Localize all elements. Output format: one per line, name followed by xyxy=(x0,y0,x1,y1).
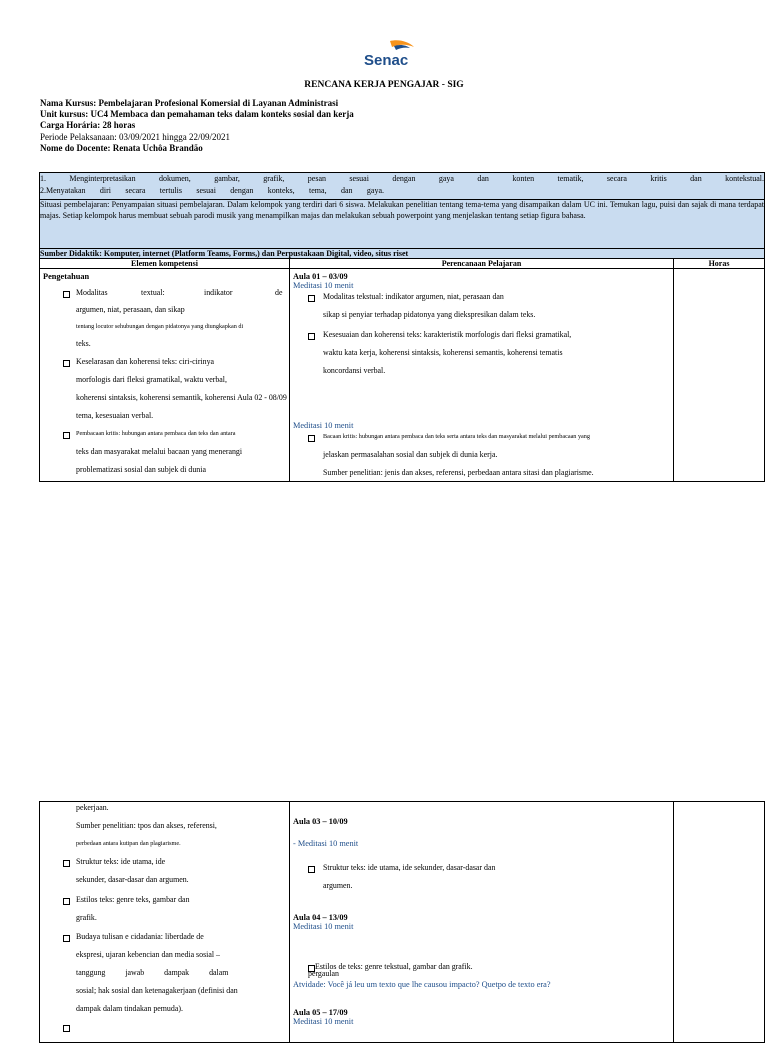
bullet-icon xyxy=(63,1025,70,1032)
objective-2: 2.Menyatakan diri secara tertulis sesuai dengan konteks, tema, dan gaya. xyxy=(40,186,384,195)
svg-text:Senac: Senac xyxy=(364,52,409,68)
list-item-text: koncordansi verbal. xyxy=(323,366,386,375)
bullet-icon xyxy=(63,432,70,439)
col-header-planning: Perencanaan Pelajaran xyxy=(290,259,674,269)
list-item-text: tema, kesesuaian verbal. xyxy=(76,411,154,420)
document-title: RENCANA KERJA PENGAJAR - SIG xyxy=(304,80,464,90)
planning-cell-2 xyxy=(290,802,674,1043)
col-header-hours: Horas xyxy=(674,259,765,269)
lesson-05-title: Aula 05 – 17/09 xyxy=(293,1008,348,1017)
list-item: Bacaan kritis: hubungan antara pembaca dan teks serta antara teks dan masyarakat melalui pembacaan yang xyxy=(323,433,590,440)
knowledge-heading: Pengetahuan xyxy=(43,272,90,281)
list-item-text: argumen. xyxy=(323,881,353,890)
list-item-text: pergaulan xyxy=(308,969,339,978)
list-item-text: sosial; hak sosial dan ketenagakerjaan (definisi dan xyxy=(76,986,238,995)
list-item-text: jelaskan permasalahan sosial dan subjek di dunia kerja. xyxy=(323,450,498,459)
objective-1: 1. Menginterpretasikan dokumen, gambar, grafik, pesan sesuai dengan gaya dan konten tematik, secara kritis dan kontekstual. xyxy=(40,174,765,183)
list-item-text: koherensi sintaksis, koherensi semantik, koherensi Aula 02 - 08/09 xyxy=(76,393,287,402)
list-item-text: waktu kata kerja, koherensi sintaksis, koherensi semantis, koherensi tematis xyxy=(323,348,563,357)
list-item-text: pekerjaan. xyxy=(76,803,109,812)
list-item: Pembacaan kritis: hubungan antara pembaca dan teks dan antara xyxy=(76,430,236,437)
col-header-competence: Elemen kompetensi xyxy=(40,259,290,269)
course-hours: Carga Horária: 28 horas xyxy=(40,120,136,131)
list-item-text: Sumber penelitian: tpos dan akses, referensi, xyxy=(76,821,217,830)
course-name: Nama Kursus: Pembelajaran Profesional Komersial di Layanan Administrasi xyxy=(40,98,339,108)
list-item: Estilos de teks: genre tekstual, gambar dan grafik. xyxy=(315,962,473,971)
list-item: Struktur teks: ide utama, ide sekunder, dasar-dasar dan xyxy=(323,863,496,872)
lesson-01-title: Aula 01 – 03/09 xyxy=(293,272,348,281)
meditation-note: - Meditasi 10 menit xyxy=(293,839,359,848)
bullet-icon xyxy=(308,866,315,873)
bullet-icon xyxy=(308,435,315,442)
list-item-text: tanggung jawab dampak dalam xyxy=(76,968,229,977)
plan-table-page1 xyxy=(39,172,765,482)
list-item-text: problematizasi sosial dan subjek di dunia xyxy=(76,465,206,474)
list-item-text: tentang locutor sehubungan dengan pidatonya yang diungkapkan di xyxy=(76,323,244,330)
didactic-sources: Sumber Didaktik: Komputer, internet (Platform Teams, Forms,) dan Perpustakaan Digital, video, situs riset xyxy=(40,249,765,259)
lesson-03-title: Aula 03 – 10/09 xyxy=(293,817,348,826)
bullet-icon xyxy=(63,291,70,298)
bullet-icon xyxy=(63,860,70,867)
list-item: Kesesuaian dan koherensi teks: karakteristik morfologis dari fleksi gramatikal, xyxy=(323,330,572,339)
bullet-icon xyxy=(308,295,315,302)
course-unit: Unit kursus: UC4 Membaca dan pemahaman teks dalam konteks sosial dan kerja xyxy=(40,109,354,120)
competence-cell-2 xyxy=(40,802,290,1043)
senac-logo xyxy=(360,38,420,68)
bullet-icon xyxy=(63,898,70,905)
list-item: Budaya tulisan e cidadania: liberdade de xyxy=(76,932,204,941)
competence-cell-1 xyxy=(40,269,290,482)
list-item: Keselarasan dan koherensi teks: ciri-cirinya xyxy=(76,357,215,366)
meditation-note: Meditasi 10 menit xyxy=(293,922,354,931)
list-item-text: ekspresi, ujaran kebencian dan media sosial – xyxy=(76,950,220,959)
list-item-text: argumen, niat, perasaan, dan sikap xyxy=(76,305,185,314)
teacher-name: Nome do Docente: Renata Uchôa Brandão xyxy=(40,142,203,153)
list-item-text: sikap si penyiar terhadap pidatonya yang diekspresikan dalam teks. xyxy=(323,310,536,319)
list-item-text: teks dan masyarakat melalui bacaan yang menerangi xyxy=(76,447,243,456)
plan-table-page2 xyxy=(39,801,765,1043)
meditation-note: Meditasi 10 menit xyxy=(293,1017,354,1026)
meditation-note: Meditasi 10 menit xyxy=(293,421,354,430)
list-item-text: sekunder, dasar-dasar dan argumen. xyxy=(76,875,189,884)
bullet-icon xyxy=(63,935,70,942)
bullet-icon xyxy=(308,333,315,340)
planning-cell-1 xyxy=(290,269,674,482)
list-item: Struktur teks: ide utama, ide xyxy=(76,857,166,866)
course-metadata xyxy=(40,98,354,154)
hours-cell-1 xyxy=(674,269,765,482)
hours-cell-2 xyxy=(674,802,765,1043)
course-period: Periode Pelaksanaan: 03/09/2021 hingga 22/09/2021 xyxy=(40,131,230,142)
learning-situation: Situasi pembelajaran: Penyampaian situasi pembelajaran. Dalam kelompok yang terdiri dari 6 siswa. Melakukan penelitian tentang tema-tema yang disampaikan dalam UC ini. Temukan lagu, puisi dan sajak di mana terdapat majas. Setiap kelompok harus membuat sebuah parodi musik yang menampilkan majas dan melakukan sebuah powerpoint yang menjelaskan tentang setiap figura bahasa. xyxy=(40,200,765,249)
objectives-cell xyxy=(40,173,765,200)
list-item-text: perbedaan antara kutipan dan plagiarisme. xyxy=(76,840,181,847)
list-item-text: Sumber penelitian: jenis dan akses, referensi, perbedaan antara sitasi dan plagiarisme. xyxy=(323,468,594,477)
meditation-note: Meditasi 10 menit xyxy=(293,281,354,290)
list-item: Estilos teks: genre teks, gambar dan xyxy=(76,895,190,904)
list-item-text: morfologis dari fleksi gramatikal, waktu verbal, xyxy=(76,375,227,384)
list-item-text: teks. xyxy=(76,339,91,348)
activity-prompt: Atvidade: Você já leu um texto que lhe causou impacto? Quetpo de texto era? xyxy=(293,980,551,989)
list-item-text: grafik. xyxy=(76,913,97,922)
list-item: Modalitas textual: indikator de xyxy=(76,288,283,297)
list-item-text: dampak dalam tindakan pemuda). xyxy=(76,1004,183,1013)
list-item: Modalitas tekstual: indikator argumen, niat, perasaan dan xyxy=(323,292,504,301)
lesson-04-title: Aula 04 – 13/09 xyxy=(293,913,348,922)
bullet-icon xyxy=(63,360,70,367)
